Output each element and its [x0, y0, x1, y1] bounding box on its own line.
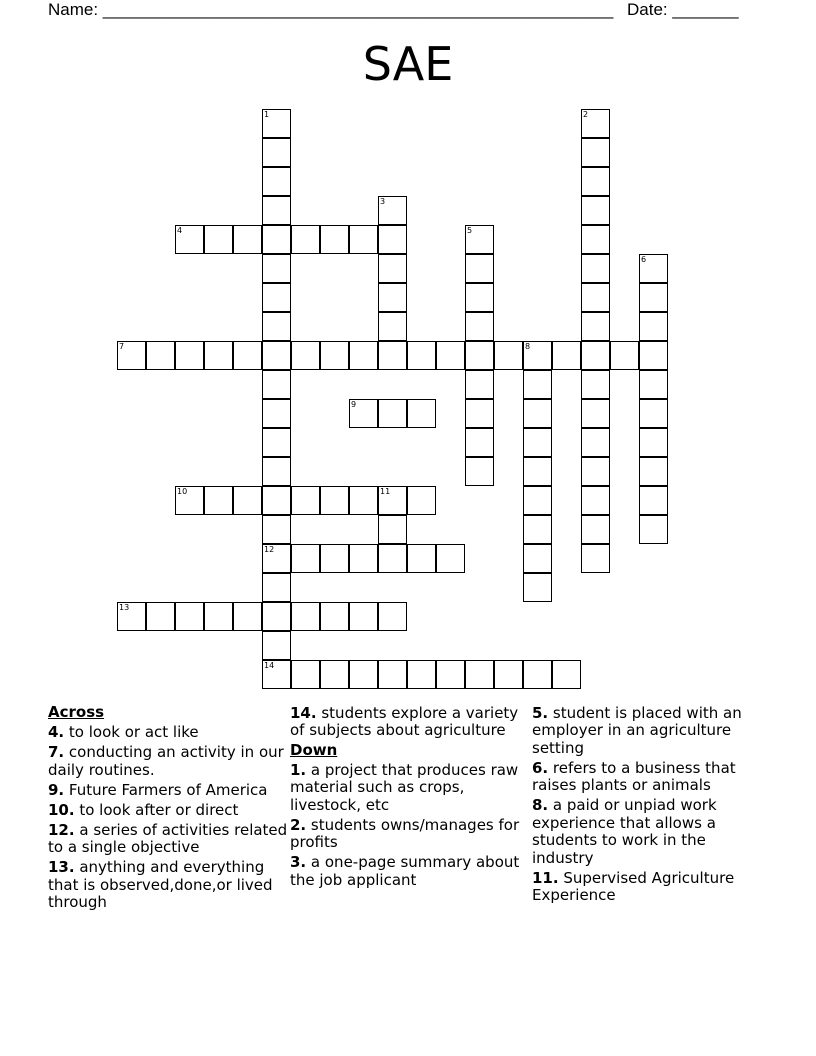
clue-number: 12.: [48, 820, 75, 839]
clue-number: 10.: [48, 800, 75, 819]
grid-cell[interactable]: [175, 486, 204, 515]
grid-cell[interactable]: [436, 544, 465, 573]
cell-number: 14: [264, 661, 275, 670]
clue-8: [532, 797, 772, 867]
grid-cell[interactable]: [262, 573, 291, 602]
grid-cell[interactable]: [291, 225, 320, 254]
grid-cell[interactable]: [262, 138, 291, 167]
grid-cell[interactable]: [494, 341, 523, 370]
grid-cell[interactable]: [233, 341, 262, 370]
grid-cell[interactable]: [262, 283, 291, 312]
grid-cell[interactable]: [523, 399, 552, 428]
clue-text: a one-page summary about the job applicant: [290, 853, 520, 889]
clue-text: conducting an activity in our daily routines.: [48, 743, 284, 779]
grid-cell[interactable]: [523, 660, 552, 689]
clue-14: [290, 705, 530, 740]
clue-5: [532, 705, 772, 758]
clue-text: a project that produces raw material such as crops, livestock, etc: [290, 760, 519, 814]
grid-cell[interactable]: [581, 428, 610, 457]
grid-cell[interactable]: [639, 370, 668, 399]
clues-column-2: [290, 702, 530, 889]
grid-cell[interactable]: [581, 515, 610, 544]
grid-cell[interactable]: [378, 544, 407, 573]
clue-text: students explore a variety of subjects about agriculture: [290, 703, 519, 739]
grid-cell[interactable]: [639, 515, 668, 544]
grid-cell[interactable]: [639, 457, 668, 486]
grid-cell[interactable]: [378, 660, 407, 689]
grid-cell[interactable]: [407, 660, 436, 689]
clue-heading-across: Across: [48, 703, 105, 721]
clue-text: Supervised Agriculture Experience: [532, 868, 735, 904]
clues-column-1: [48, 702, 288, 912]
clue-7: [48, 744, 288, 779]
clue-12: [48, 822, 288, 857]
grid-cell[interactable]: [581, 196, 610, 225]
grid-cell[interactable]: [639, 283, 668, 312]
grid-cell[interactable]: [175, 225, 204, 254]
grid-cell[interactable]: [204, 602, 233, 631]
grid-cell[interactable]: [233, 225, 262, 254]
grid-cell[interactable]: [175, 602, 204, 631]
grid-cell[interactable]: [117, 341, 146, 370]
grid-cell[interactable]: [523, 341, 552, 370]
grid-cell[interactable]: [175, 341, 204, 370]
grid-cell[interactable]: [320, 486, 349, 515]
cell-number: 3: [380, 197, 386, 206]
cell-number: 11: [380, 487, 391, 496]
grid-cell[interactable]: [581, 486, 610, 515]
grid-cell[interactable]: [320, 225, 349, 254]
grid-cell[interactable]: [262, 312, 291, 341]
grid-cell[interactable]: [639, 341, 668, 370]
clues-column-3: [532, 702, 772, 905]
grid-cell[interactable]: [262, 660, 291, 689]
cell-number: 7: [119, 342, 125, 351]
grid-cell[interactable]: [262, 602, 291, 631]
cell-number: 9: [351, 400, 357, 409]
grid-cell[interactable]: [349, 225, 378, 254]
grid-cell[interactable]: [523, 486, 552, 515]
grid-cell[interactable]: [523, 370, 552, 399]
grid-cell[interactable]: [204, 341, 233, 370]
grid-cell[interactable]: [639, 428, 668, 457]
grid-cell[interactable]: [378, 283, 407, 312]
grid-cell[interactable]: [204, 225, 233, 254]
grid-cell[interactable]: [523, 428, 552, 457]
grid-cell[interactable]: [291, 602, 320, 631]
grid-cell[interactable]: [436, 341, 465, 370]
grid-cell[interactable]: [407, 341, 436, 370]
clue-number: 5.: [532, 703, 549, 722]
clue-text: to look after or direct: [79, 800, 239, 819]
grid-cell[interactable]: [465, 399, 494, 428]
grid-cell[interactable]: [146, 602, 175, 631]
cell-number: 4: [177, 226, 183, 235]
clue-number: 6.: [532, 758, 549, 777]
clue-3: [290, 854, 530, 889]
grid-cell[interactable]: [581, 370, 610, 399]
clue-number: 14.: [290, 703, 317, 722]
clue-number: 9.: [48, 780, 65, 799]
grid-cell[interactable]: [117, 602, 146, 631]
grid-cell[interactable]: [262, 457, 291, 486]
grid-cell[interactable]: [378, 399, 407, 428]
grid-cell[interactable]: [523, 457, 552, 486]
clue-number: 7.: [48, 743, 65, 761]
grid-cell[interactable]: [262, 225, 291, 254]
grid-cell[interactable]: [262, 428, 291, 457]
grid-cell[interactable]: [291, 544, 320, 573]
grid-cell[interactable]: [320, 544, 349, 573]
grid-cell[interactable]: [262, 109, 291, 138]
grid-cell[interactable]: [523, 544, 552, 573]
grid-cell[interactable]: [349, 544, 378, 573]
grid-cell[interactable]: [349, 399, 378, 428]
grid-cell[interactable]: [262, 515, 291, 544]
grid-cell[interactable]: [465, 660, 494, 689]
grid-cell[interactable]: [291, 341, 320, 370]
grid-cell[interactable]: [581, 138, 610, 167]
grid-cell[interactable]: [349, 486, 378, 515]
cell-number: 1: [264, 110, 270, 119]
clue-13: [48, 859, 288, 912]
clue-2: [290, 817, 530, 852]
clue-6: [532, 760, 772, 795]
grid-cell[interactable]: [320, 660, 349, 689]
grid-cell[interactable]: [262, 254, 291, 283]
clue-number: 3.: [290, 853, 307, 871]
clue-text: anything and everything that is observed,done,or lived through: [48, 858, 273, 911]
clue-11: [532, 870, 772, 905]
grid-cell[interactable]: [465, 457, 494, 486]
grid-cell[interactable]: [378, 486, 407, 515]
clue-text: a paid or unpiad work experience that allows a students to work in the industry: [532, 796, 717, 867]
clue-4: [48, 724, 288, 742]
grid-cell[interactable]: [581, 225, 610, 254]
grid-cell[interactable]: [465, 312, 494, 341]
grid-cell[interactable]: [581, 341, 610, 370]
clue-number: 1.: [290, 760, 307, 779]
grid-cell[interactable]: [262, 486, 291, 515]
grid-cell[interactable]: [349, 660, 378, 689]
grid-cell[interactable]: [581, 109, 610, 138]
puzzle-title: SAE: [362, 37, 454, 91]
grid-cell[interactable]: [146, 341, 175, 370]
clue-9: [48, 782, 288, 800]
cell-number: 13: [119, 603, 130, 612]
clue-number: 4.: [48, 723, 65, 741]
grid-cell[interactable]: [349, 602, 378, 631]
grid-cell[interactable]: [378, 254, 407, 283]
grid-cell[interactable]: [262, 167, 291, 196]
grid-cell[interactable]: [639, 312, 668, 341]
grid-cell[interactable]: [320, 602, 349, 631]
grid-cell[interactable]: [581, 312, 610, 341]
grid-cell[interactable]: [465, 341, 494, 370]
grid-cell[interactable]: [233, 486, 262, 515]
clue-number: 2.: [290, 815, 307, 834]
cell-number: 12: [264, 545, 275, 554]
grid-cell[interactable]: [523, 515, 552, 544]
grid-cell[interactable]: [262, 544, 291, 573]
grid-cell[interactable]: [581, 254, 610, 283]
clue-heading-down: Down: [290, 740, 338, 759]
cell-number: 5: [467, 226, 473, 235]
name-field[interactable]: Name: ______________________________________________________: [48, 0, 614, 19]
clue-1: [290, 762, 530, 815]
grid-cell[interactable]: [581, 544, 610, 573]
grid-cell[interactable]: [639, 254, 668, 283]
grid-cell[interactable]: [465, 254, 494, 283]
grid-cell[interactable]: [291, 486, 320, 515]
cell-number: 6: [641, 255, 647, 264]
grid-cell[interactable]: [639, 399, 668, 428]
clue-text: refers to a business that raises plants or animals: [532, 758, 736, 794]
grid-cell[interactable]: [494, 660, 523, 689]
grid-cell[interactable]: [436, 660, 465, 689]
cell-number: 8: [525, 342, 531, 351]
grid-cell[interactable]: [262, 196, 291, 225]
grid-cell[interactable]: [581, 399, 610, 428]
grid-cell[interactable]: [262, 370, 291, 399]
clue-text: students owns/manages for profits: [290, 815, 520, 851]
grid-cell[interactable]: [407, 399, 436, 428]
grid-cell[interactable]: [581, 167, 610, 196]
grid-cell[interactable]: [465, 370, 494, 399]
grid-cell[interactable]: [378, 341, 407, 370]
grid-cell[interactable]: [407, 486, 436, 515]
clue-number: 8.: [532, 796, 549, 814]
grid-cell[interactable]: [639, 486, 668, 515]
clue-number: 13.: [48, 858, 75, 876]
clue-text: to look or act like: [68, 723, 199, 741]
clue-number: 11.: [532, 868, 559, 887]
cell-number: 10: [177, 487, 188, 496]
grid-cell[interactable]: [262, 399, 291, 428]
cell-number: 2: [583, 110, 589, 119]
grid-cell[interactable]: [581, 457, 610, 486]
grid-cell[interactable]: [552, 341, 581, 370]
grid-cell[interactable]: [378, 196, 407, 225]
grid-cell[interactable]: [610, 341, 639, 370]
grid-cell[interactable]: [204, 486, 233, 515]
grid-cell[interactable]: [552, 660, 581, 689]
grid-cell[interactable]: [233, 602, 262, 631]
grid-cell[interactable]: [291, 660, 320, 689]
grid-cell[interactable]: [349, 341, 378, 370]
grid-cell[interactable]: [378, 515, 407, 544]
grid-cell[interactable]: [407, 544, 436, 573]
grid-cell[interactable]: [581, 283, 610, 312]
grid-cell[interactable]: [378, 602, 407, 631]
grid-cell[interactable]: [320, 341, 349, 370]
grid-cell[interactable]: [378, 312, 407, 341]
grid-cell[interactable]: [262, 631, 291, 660]
grid-cell[interactable]: [465, 283, 494, 312]
grid-cell[interactable]: [465, 225, 494, 254]
grid-cell[interactable]: [523, 573, 552, 602]
grid-cell[interactable]: [378, 225, 407, 254]
date-field[interactable]: Date: _______: [627, 0, 739, 19]
clue-text: a series of activities related to a single objective: [48, 820, 288, 856]
grid-cell[interactable]: [262, 341, 291, 370]
clue-text: Future Farmers of America: [68, 780, 268, 799]
grid-cell[interactable]: [465, 428, 494, 457]
clue-text: student is placed with an employer in an agriculture setting: [532, 703, 742, 757]
clue-10: [48, 802, 288, 820]
